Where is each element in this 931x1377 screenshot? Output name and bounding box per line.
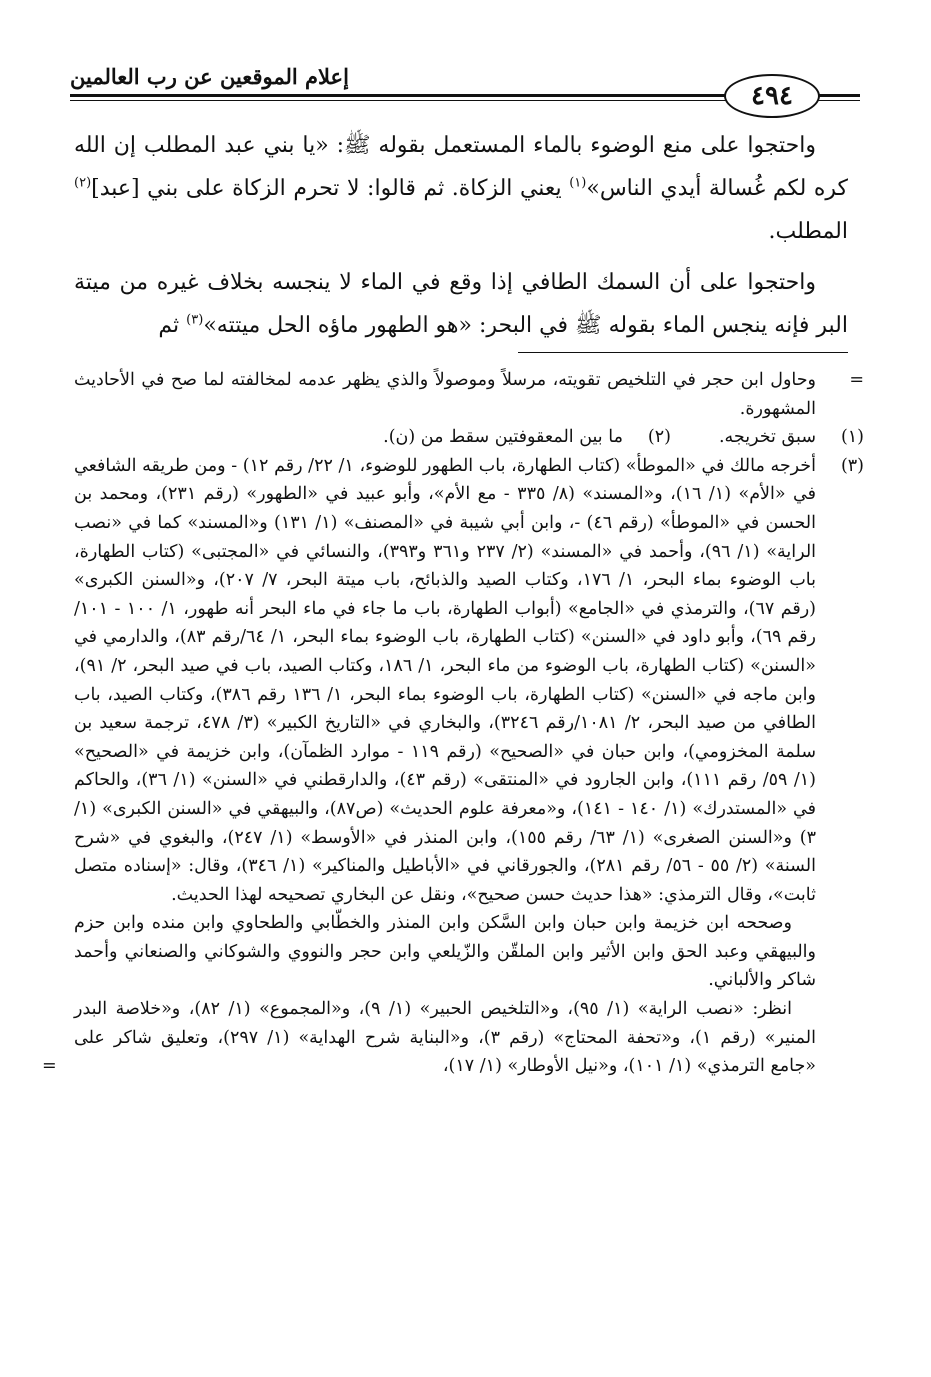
- paragraph-1: [74, 124, 848, 253]
- footnote-3-end-mark: =: [42, 1056, 57, 1077]
- footnote-3-paragraph-3: [42, 995, 864, 1081]
- footnote-3: [74, 452, 864, 910]
- continuation-mark: =: [849, 370, 864, 390]
- page-number: ٤٩٤: [724, 74, 820, 118]
- footnotes: [42, 366, 864, 1081]
- footnote-separator-line: [518, 352, 848, 353]
- paragraph-1-part-a: واحتجوا على منع الوضوء بالماء المستعمل بقوله ﷺ: «يا بني عبد المطلب إن الله كره لكم غُسالة أيدي الناس»: [74, 133, 849, 201]
- footnote-2-mark: (٢): [647, 427, 671, 448]
- running-title: إعلام الموقعين عن رب العالمين: [70, 64, 349, 89]
- continuation-text: وحاول ابن حجر في التلخيص تقويته، مرسلاً وموصولاً والذي يظهر عدمه لمخالفته لما صح في الأحاديث المشهورة.: [74, 370, 816, 419]
- footnote-1: [719, 423, 864, 452]
- footnote-separator: [74, 352, 848, 353]
- paragraph-2: [74, 261, 848, 347]
- footnote-marker-2: (٢): [74, 175, 92, 191]
- paragraph-2-part-b: ثم: [158, 313, 187, 338]
- paragraph-1-part-b: يعني الزكاة. ثم قالوا: لا تحرم الزكاة على بني [عبد]: [91, 176, 570, 201]
- footnote-2-text: ما بين المعقوفتين سقط من (ن).: [383, 427, 623, 448]
- footnote-3-paragraph-3-text: انظر: «نصب الراية» (١/ ٩٥)، و«التلخيص الحبير» (١/ ٩)، و«المجموع» (١/ ٨٢)، و«خلاصة البدر المنير» (رقم ١)، و«تحفة المحتاج» (رقم ٣)، و«البناية شرح الهداية» (١/ ٢٩٧)، وتعليق شاكر على «جامع الترمذي» (١/ ١٠١)، و«نيل الأوطار» (١/ ١٧)،: [74, 999, 816, 1077]
- footnote-1-text: سبق تخريجه.: [718, 427, 816, 448]
- paragraph-1-part-c: المطلب.: [768, 219, 848, 244]
- page-header: [70, 60, 860, 116]
- footnote-1-mark: (١): [840, 427, 864, 448]
- footnote-3-paragraph-2: وصححه ابن خزيمة وابن حبان وابن السَّكن وابن المنذر والخطّابي والطحاوي وابن منده وابن حزم والبيهقي وعبد الحق وابن الأثير وابن الملقّن والزّيلعي وابن حجر والنووي والشوكاني والصنعاني وأحمد شاكر والألباني.: [74, 913, 816, 991]
- main-text: [74, 124, 848, 355]
- footnote-continuation: [74, 366, 864, 423]
- footnote-3-text: أخرجه مالك في «الموطأ» (كتاب الطهارة، باب الطهور للوضوء، ١/ ٢٢/ رقم ١٢) - ومن طريقه الشافعي في «الأم» (١/ ١٦)، و«المسند» (٨/ ٣٣٥ - مع الأم»، وأبو عبيد في «الطهور» (رقم ٢٣١)، ومحمد بن الحسن في «الموطأ» (رقم ٤٦) -، وابن أبي شيبة في «المصنف» (١/ ١٣١) و«المسند» كما في «نصب الراية» (١/ ٩٦)، وأحمد في «المسند» (٢/ ٢٣٧ و٣٦١ و٣٩٣)، والنسائي في «المجتبى» (كتاب الطهارة، باب الوضوء بماء البحر، ١/ ١٧٦، وكتاب الصيد والذبائح، باب ميتة البحر، ٧/ ٢٠٧)، و«السنن الكبرى» (رقم ٦٧)، والترمذي في «الجامع» (أبواب الطهارة، باب ما جاء في ماء البحر أنه طهور، ١/ ١٠٠ - ١٠١/رقم ٦٩)، وأبو داود في «السنن» (كتاب الطهارة، باب الوضوء بماء البحر، ١/ ٦٤/رقم ٨٣)، والدارمي في «السنن» (كتاب الطهارة، باب الوضوء من ماء البحر، ١/ ١٨٦، وكتاب الصيد، باب في صيد البحر، ٢/ ٩١)، وابن ماجه في «السنن» (كتاب الطهارة، باب الوضوء بماء البحر، ١/ ١٣٦ رقم ٣٨٦)، وكتاب الصيد، باب الطافي من صيد البحر، ٢/ ١٠٨١/رقم ٣٢٤٦)، والبخاري في «التاريخ الكبير» (٣/ ٤٧٨، ترجمة سعيد بن سلمة المخزومي)، وابن حبان في «الصحيح» (رقم ١١٩ - موارد الظمآن)، وابن خزيمة في «الصحيح» (١/ ٥٩/ رقم ١١١)، وابن الجارود في «المنتقى» (رقم ٤٣)، والدارقطني في «السنن» (١/ ٣٦)، والحاكم في «المستدرك» (١/ ١٤٠ - ١٤١)، و«معرفة علوم الحديث» (ص٨٧)، والبيهقي في «السنن الكبرى» (١/ ٣) و«السنن الصغرى» (١/ ٦٣/ رقم ١٥٥)، وابن المنذر في «الأوسط» (١/ ٢٤٧)، والبغوي في «شرح السنة» (٢/ ٥٥ - ٥٦/ رقم ٢٨١)، والجورقاني في «الأباطيل والمناكير» (١/ ٣٤٦)، وقال: «إسناده متصل ثابت»، وقال الترمذي: «هذا حديث حسن صحيح»، ونقل عن البخاري تصحيحه لهذا الحديث.: [74, 455, 817, 905]
- paragraph-2-part-a: واحتجوا على أن السمك الطافي إذا وقع في الماء لا ينجسه بخلاف غيره من ميتة البر فإنه ينجس الماء بقوله ﷺ في البحر: «هو الطهور ماؤه الحل ميتته»: [74, 270, 848, 338]
- footnote-marker-3: (٣): [186, 312, 204, 328]
- footnote-3-mark: (٣): [840, 455, 864, 476]
- footnote-marker-1: (١): [569, 175, 587, 191]
- footnote-2: [383, 423, 671, 452]
- footnotes-1-2: [74, 423, 864, 452]
